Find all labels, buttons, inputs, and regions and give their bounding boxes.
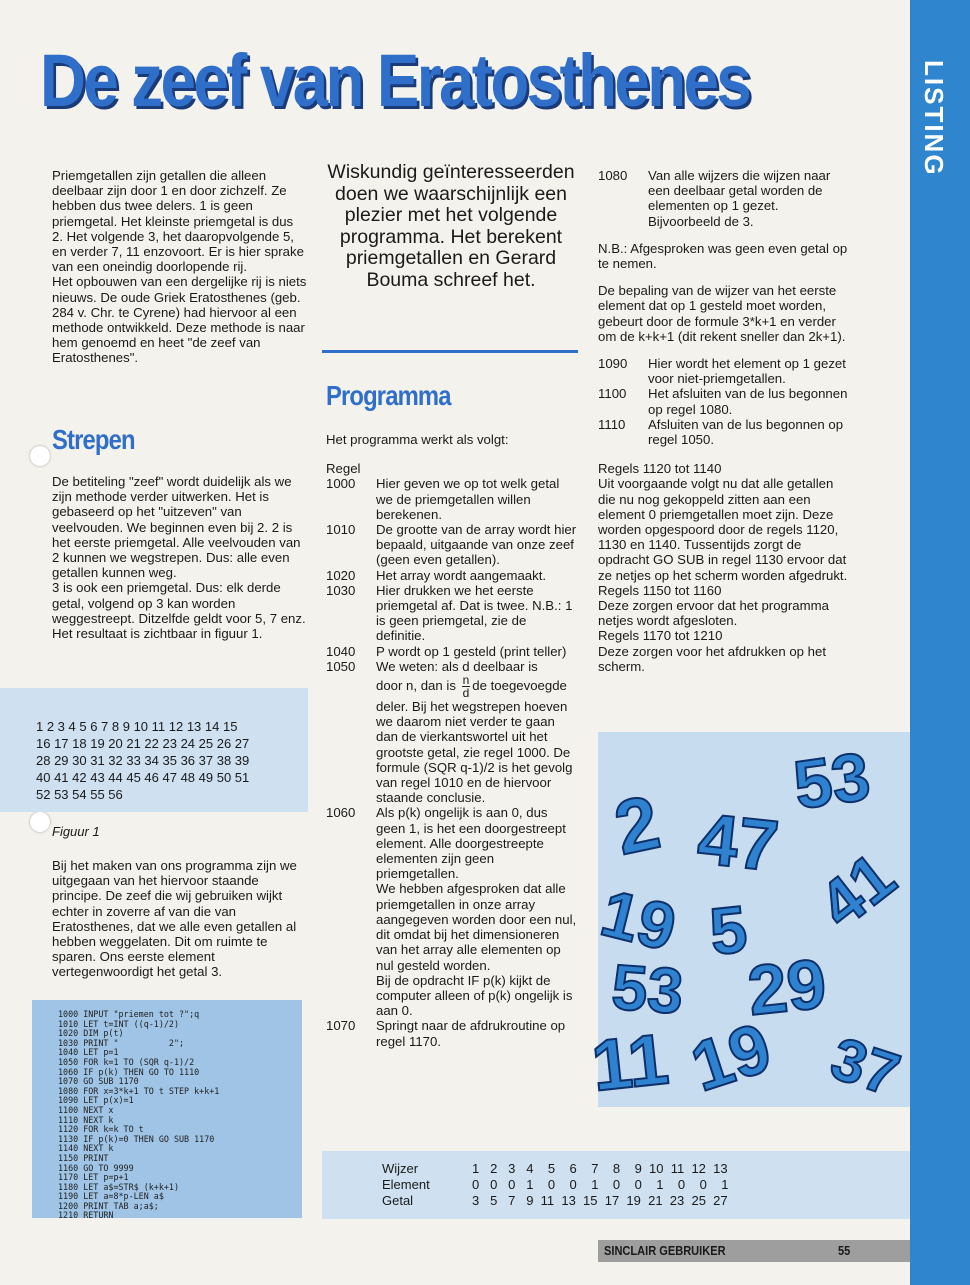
sieve-row: 40 41 42 43 44 45 46 47 48 49 50 51 (36, 770, 250, 785)
figure-caption: Figuur 1 (52, 824, 100, 839)
sieve-row: 52 53 54 55 56 (36, 787, 123, 802)
section-heading: Strepen (52, 424, 135, 455)
regel-label: Regel (326, 461, 361, 477)
line-1090: 1090 Hier wordt het element op 1 gezet voor niet-priemgetallen. (598, 356, 846, 387)
page-number: 55 (838, 1243, 851, 1258)
paragraph: Regels 1150 tot 1160 (598, 582, 722, 598)
pointer-table (322, 1151, 910, 1219)
table-row-element: 0 0 0 1 0 0 1 0 0 1 0 0 1 (472, 1177, 729, 1192)
fraction: $\frac{n}{d}$ (462, 673, 470, 701)
table-label: Element (382, 1177, 430, 1192)
divider (322, 350, 578, 353)
sieve-row: 16 17 18 19 20 21 22 23 24 25 26 27 (36, 736, 250, 751)
numbers-illustration (588, 732, 910, 1109)
number-41: 41 (805, 838, 909, 942)
line-1020: 1020 Het array wordt aangemaakt. (326, 567, 547, 583)
column-1-bottom (52, 858, 307, 980)
paragraph: Regels 1170 tot 1210 (598, 628, 723, 644)
table-label: Getal (382, 1193, 414, 1208)
line-1110: 1110 Afsluiten van de lus begonnen op regel 1050. (598, 416, 844, 448)
code-listing (32, 1000, 302, 1221)
sieve-figure (0, 688, 308, 812)
page-footer (598, 1240, 910, 1262)
number-2: 2 (607, 779, 667, 872)
paragraph: Regels 1120 tot 1140 (598, 461, 722, 477)
column-3 (598, 168, 853, 674)
line-1080: 1080 Van alle wijzers die wijzen naar een deelbaar getal worden de elementen op 1 gezet. Bijvoorbeeld de 3. (598, 168, 831, 229)
column-2 (326, 432, 578, 1049)
line-1000: 1000 Hier geven we op tot welk getal we de priemgetallen willen berekenen. (326, 476, 560, 522)
paragraph: Uit voorgaande volgt nu dat alle getallen die nu nog gekoppeld zitten aan een element 0 priemgetallen moet zijn. Deze worden opgespoord door de regels 1120, 1130 en 1140. Tussentijds zorgt de opdracht GO SUB in regel 1130 ervoor dat ze netjes op het scherm worden afgedrukt. (598, 476, 848, 583)
line-1040: 1040 P wordt op 1 gesteld (print teller) (326, 643, 567, 659)
lead-text: Het programma werkt als volgt: (326, 432, 509, 447)
paragraph: Bij het maken van ons programma zijn we uitgegaan van het hiervoor staande principe. De zeef die wij gebruiken wijkt echter in zoverre af van die van Eratosthenes, dat we alle even getallen al hebben weggelaten. Dit om ruimte te sparen. Ons eerste element vertegenwoordigt het getal 3. (52, 858, 297, 980)
section-heading: Programma (326, 380, 451, 411)
number-5: 5 (706, 891, 751, 969)
sieve-row: 28 29 30 31 32 33 34 35 36 37 38 39 (36, 753, 250, 768)
line-1060: 1060 Als p(k) ongelijk is aan 0, dus geen 1, is het een doorgestreept element. Alle doorgestreepte elementen zijn geen priemgetallen. We hebben afgesproken dat alle priemgetallen in onze array aangegeven worden door een nul, dit omdat bij het dimensioneren van het array alle elementen op nul gesteld worden. Bij de opdracht IF p(k) kijkt de computer alleen of p(k) ongelijk is aan 0. (326, 805, 577, 1019)
magazine-name: SINCLAIR GEBRUIKER (604, 1243, 726, 1258)
listing-sidebar (910, 0, 970, 1285)
number-53: 53 (789, 738, 875, 824)
number-11: 11 (588, 1019, 673, 1107)
table-row-getal: 3 5 7 9 11 13 15 17 19 21 23 25 27 (472, 1193, 728, 1208)
page-title: De zeef van Eratosthenes (40, 39, 750, 122)
paragraph: N.B.: Afgesproken was geen even getal op te nemen. (598, 240, 848, 272)
line-1050: 1050 We weten: als d deelbaar is door n, dan is $\frac{n}{d}$ de toegevoegde deler. Bij het wegstrepen hoeven we daarom niet verder te gaan dan de vierkantswortel uit het grootste getal, zie regel 1000. De formule (SQR q-1)/2 is het gevolg van regel 1010 en de hiervoor staande conclusie. (326, 658, 573, 806)
number-19: 19 (594, 875, 684, 965)
number-19: 19 (681, 1007, 781, 1107)
code-text: 1000 INPUT "priemen tot ?";q 1010 LET t=INT ((q-1)/2) 1020 DIM p(t) 1030 PRINT " 2"; 1040 LET p=1 1050 FOR k=1 TO (SQR q-1)/2 1060 IF p(k) THEN GO TO 1110 1070 GO SUB 1170 1080 FOR x=3*k+1 TO t STEP k+k+1 1090 LET p(x)=1 1100 NEXT x 1110 NEXT k 1120 FOR k=k TO t 1130 IF p(k)=0 THEN GO SUB 1170 1140 NEXT k 1150 PRINT 1160 GO TO 9999 1170 LET p=p+1 1180 LET a$=STR$ (k+k+1) 1190 LET a=8*p-LEN a$ 1200 PRINT TAB a;a$; 1210 RETURN (58, 1009, 220, 1221)
number-53: 53 (609, 950, 686, 1028)
sidebar-label: LISTING (919, 60, 949, 177)
paragraph: Deze zorgen voor het afdrukken op het scherm. (598, 643, 826, 674)
line-1030: 1030 Hier drukken we het eerste priemgetal af. Dat is twee. N.B.: 1 is geen priemgetal, zie de definitie. (326, 582, 573, 644)
column-1-mid (52, 474, 307, 641)
paragraph: De betiteling "zeef" wordt duidelijk als we zijn methode verder uitwerken. Het is gebaseerd op het "uitzeven" van veelvouden. We beginnen even bij 2. 2 is het eerste priemgetal. Alle veelvouden van 2 kunnen we wegstrepen. Dus: alle even getallen kunnen weg. (52, 474, 301, 581)
table-row-wijzer: 1 2 3 4 5 6 7 8 9 10 11 12 13 (472, 1161, 728, 1176)
intro-text: Wiskundig geïnteresseerden doen we waarschijnlijk een plezier met het volgende programma. Het berekent priemgetallen en Gerard Bouma schreef het. (327, 161, 575, 291)
sieve-row: 1 2 3 4 5 6 7 8 9 10 11 12 13 14 15 (36, 719, 238, 734)
column-1-top (52, 168, 307, 366)
paragraph: De bepaling van de wijzer van het eerste element dat op 1 gesteld moet worden, gebeurt door de formule 3*k+1 en verder om de k+k+1 (dit rekent sneller dan 2k+1). (598, 283, 846, 344)
paragraph: Deze zorgen ervoor dat het programma netjes wordt afgesloten. (598, 598, 829, 629)
table-label: Wijzer (382, 1161, 419, 1176)
paragraph: Het opbouwen van een dergelijke rij is niets nieuws. De oude Griek Eratosthenes (geb. 284 v. Chr. te Cyrene) had hiervoor al een methode ontwikkeld. Deze methode is naar hem genoemd en heet "de zeef van Eratosthenes". (52, 274, 307, 366)
line-1100: 1100 Het afsluiten van de lus begonnen op regel 1080. (598, 386, 848, 417)
line-1070: 1070 Springt naar de afdrukroutine op regel 1170. (326, 1018, 566, 1049)
number-29: 29 (744, 944, 830, 1030)
paragraph: 3 is ook een priemgetal. Dus: elk derde getal, volgend op 3 kan worden weggestreept. Ditzelfde geldt voor 5, 7 enz. Het resultaat is zichtbaar in figuur 1. (52, 580, 306, 642)
line-1010: 1010 De grootte van de array wordt hier bepaald, uitgaande van onze zeef (geen even getallen). (326, 522, 577, 568)
paragraph: Priemgetallen zijn getallen die alleen deelbaar zijn door 1 en door zichzelf. Ze hebben dus twee delers. 1 is geen priemgetal. Het kleinste priemgetal is dus 2. Het volgende 3, het daaropvolgende 5, en verder 7, 11 enzovoort. Er is hier sprake van een oneindig doorlopende rij. (52, 168, 304, 275)
binder-hole (30, 446, 50, 466)
number-37: 37 (823, 1024, 908, 1109)
number-47: 47 (694, 799, 783, 887)
binder-hole (30, 812, 50, 832)
